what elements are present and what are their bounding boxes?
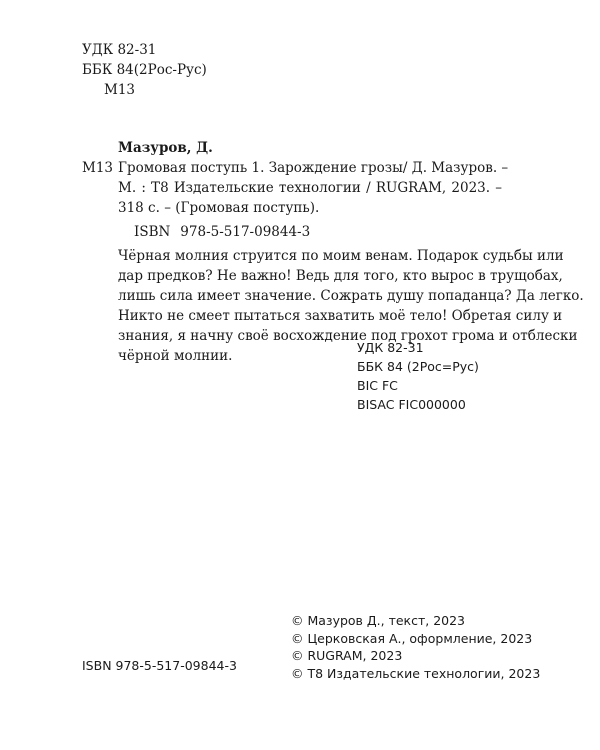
copyright-line: © Церковская А., оформление, 2023 [291, 630, 533, 646]
copyright-line: © RUGRAM, 2023 [291, 648, 403, 663]
top-classification-codes [82, 40, 207, 100]
annotation-line: дар предков? Не важно! Ведь для того, кто вырос в трущобах, [118, 268, 563, 284]
copyright-line: © Т8 Издательские технологии, 2023 [291, 665, 541, 681]
isbn-main [134, 222, 310, 242]
annotation-line: чёрной молнии. [118, 348, 233, 364]
catalog-author-mark: М13 [82, 160, 114, 176]
bic-code: BIC FC [357, 378, 398, 393]
bbk-code: ББК 84(2Рос-Рус) [82, 62, 207, 78]
catalog-line: М. : Т8 Издательские технологии / RUGRAM, 2023. – [118, 180, 502, 196]
catalog-line: 318 с. – (Громовая поступь). [118, 200, 320, 216]
catalog-line: Громовая поступь 1. Зарождение грозы/ Д. Мазуров. – [118, 160, 509, 176]
copyright-line: © Мазуров Д., текст, 2023 [291, 613, 466, 628]
author-mark: М13 [104, 82, 136, 98]
isbn-label: ISBN [134, 224, 171, 240]
annotation-line: знания, я начну своё восхождение под грохот грома и отблески [118, 328, 578, 344]
classification-codes [357, 338, 479, 414]
annotation-line: Никто не смеет пытаться захватить моё тело! Обретая силу и [118, 308, 563, 324]
isbn-bottom: ISBN 978-5-517-09844-3 [82, 658, 237, 673]
annotation-line: Чёрная молния струится по моим венам. Подарок судьбы или [118, 248, 564, 264]
catalog-description [118, 158, 509, 218]
author-heading: Мазуров, Д. [118, 140, 213, 156]
copyright-block [291, 611, 540, 681]
annotation-line: лишь сила имеет значение. Сожрать душу попаданца? Да легко. [118, 288, 584, 304]
udk-code: УДК 82-31 [82, 42, 157, 58]
bbk-code: ББК 84 (2Рос=Рус) [357, 359, 479, 374]
bisac-code: BISAC FIC000000 [357, 397, 466, 412]
udk-code: УДК 82-31 [357, 340, 424, 355]
isbn-number: 978-5-517-09844-3 [180, 224, 311, 240]
